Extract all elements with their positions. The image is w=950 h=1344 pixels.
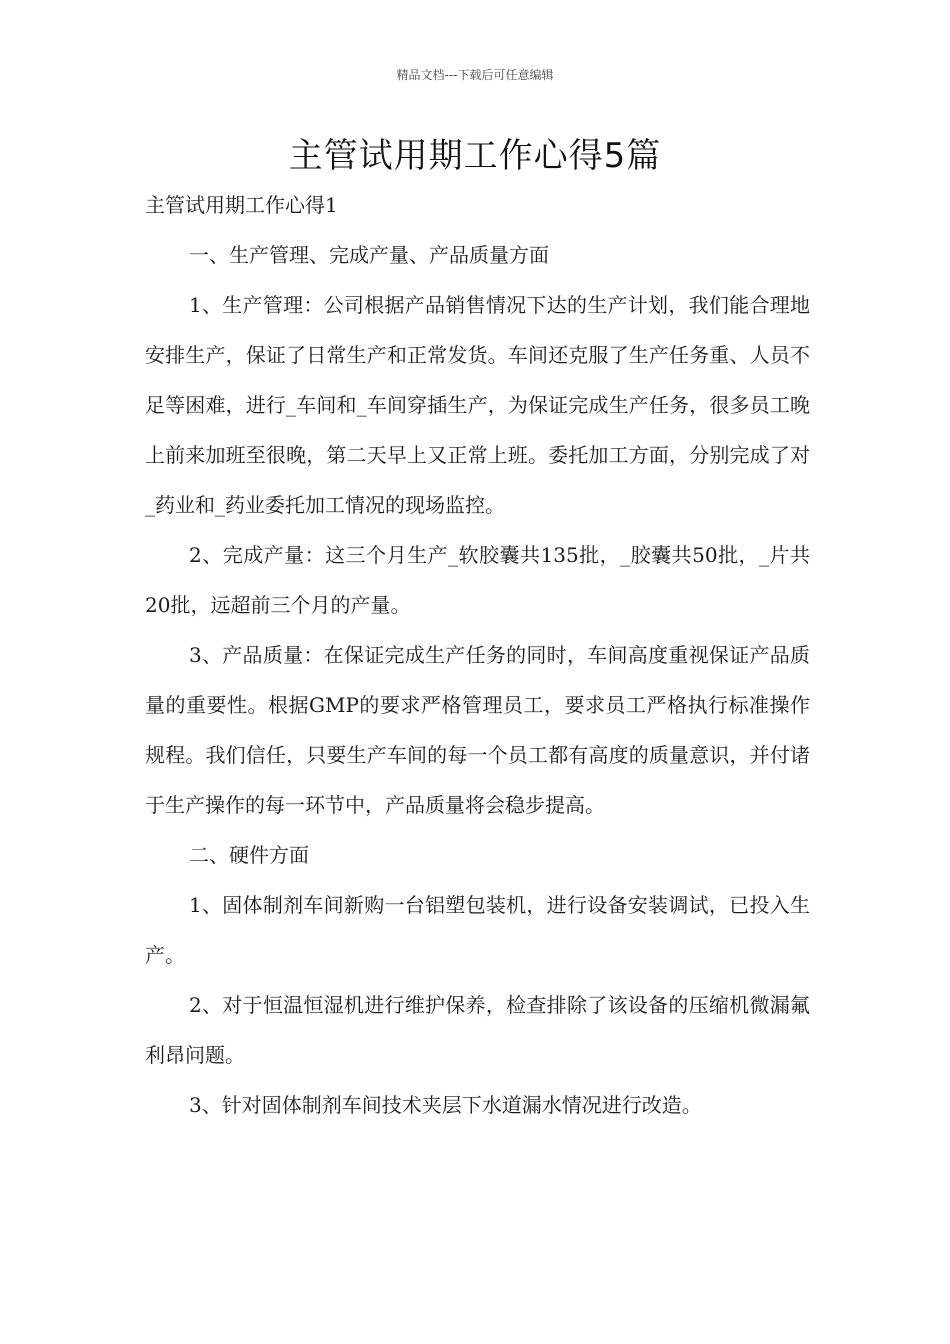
paragraph-output: 2、完成产量：这三个月生产_软胶囊共135批，_胶囊共50批，_片共20批，远超前三个月的产量。 xyxy=(145,543,810,617)
paragraph-packaging-machine: 1、固体制剂车间新购一台铝塑包装机，进行设备安装调试，已投入生产。 xyxy=(145,893,810,967)
page-header: 精品文档---下载后可任意编辑 xyxy=(396,68,554,82)
paragraph-humidity-machine: 2、对于恒温恒湿机进行维护保养，检查排除了该设备的压缩机微漏氟利昂问题。 xyxy=(145,993,810,1067)
heading-production: 一、生产管理、完成产量、产品质量方面 xyxy=(189,243,549,267)
section-subtitle: 主管试用期工作心得1 xyxy=(145,193,338,217)
heading-hardware: 二、硬件方面 xyxy=(189,843,309,867)
document-body xyxy=(145,180,810,1130)
document-title: 主管试用期工作心得5篇 xyxy=(288,136,662,176)
paragraph-production-management: 1、生产管理：公司根据产品销售情况下达的生产计划，我们能合理地安排生产，保证了日常生产和正常发货。车间还克服了生产任务重、人员不足等困难，进行_车间和_车间穿插生产，为保证完成生产任务，很多员工晚上前来加班至很晚，第二天早上又正常上班。委托加工方面，分别完成了对_药业和_药业委托加工情况的现场监控。 xyxy=(145,293,810,517)
paragraph-quality: 3、产品质量：在保证完成生产任务的同时，车间高度重视保证产品质量的重要性。根据GMP的要求严格管理员工，要求员工严格执行标准操作规程。我们信任，只要生产车间的每一个员工都有高度的质量意识，并付诸于生产操作的每一环节中，产品质量将会稳步提高。 xyxy=(145,643,810,817)
paragraph-drainage: 3、针对固体制剂车间技术夹层下水道漏水情况进行改造。 xyxy=(189,1093,702,1117)
